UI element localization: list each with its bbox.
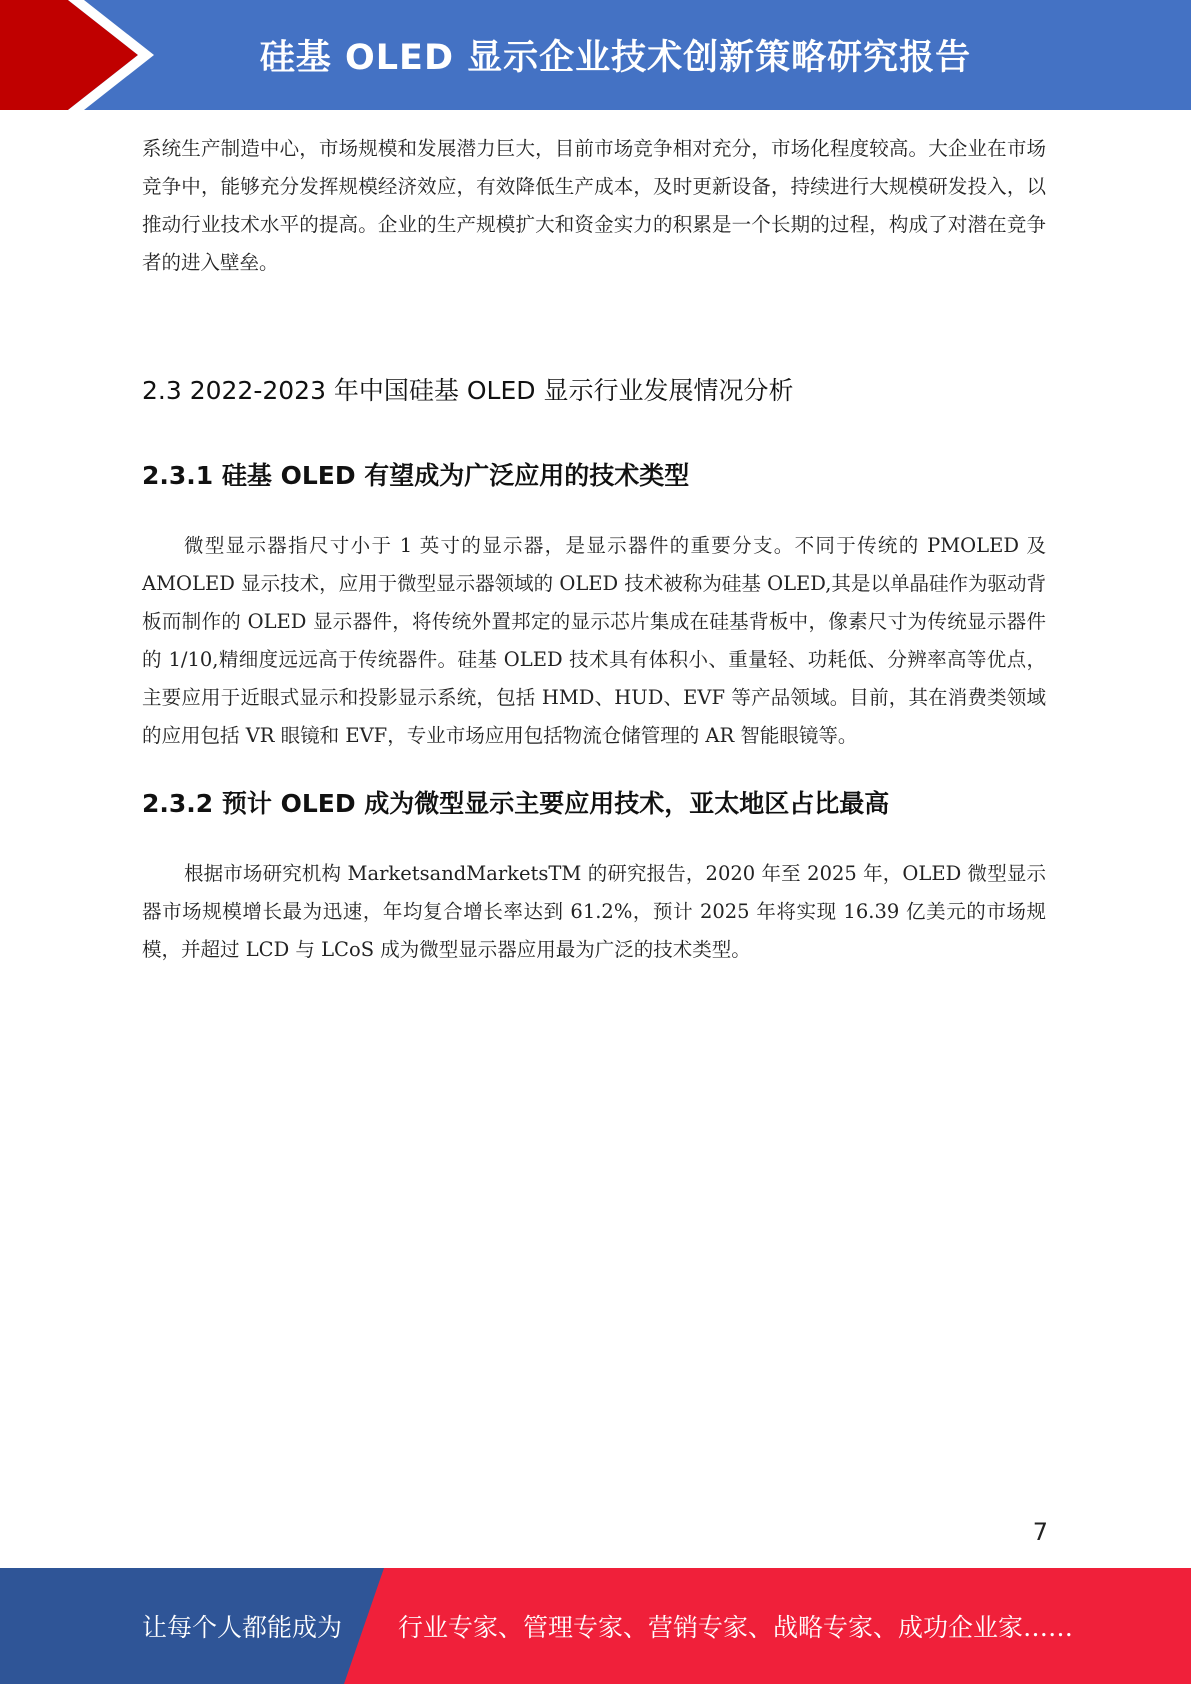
section-2-3-heading: 2.3 2022-2023 年中国硅基 OLED 显示行业发展情况分析 xyxy=(142,376,794,405)
page-header xyxy=(0,0,1191,110)
section-2-3-2-paragraph: 根据市场研究机构 MarketsandMarketsTM 的研究报告，2020 年至 2025 年，OLED 微型显示器市场规模增长最为迅速，年均复合增长率达到 61.2%，预计 2025 年将实现 16.39 亿美元的市场规模，并超过 LCD 与 LCoS 成为微型显示器应用最为广泛的技术类型。 xyxy=(142,862,1046,961)
report-title: 硅基 OLED 显示企业技术创新策略研究报告 xyxy=(259,38,972,78)
footer-slogan-left: 让每个人都能成为 xyxy=(142,1613,343,1642)
intro-paragraph: 系统生产制造中心，市场规模和发展潜力巨大，目前市场竞争相对充分，市场化程度较高。大企业在市场竞争中，能够充分发挥规模经济效应，有效降低生产成本，及时更新设备，持续进行大规模研发投入，以推动行业技术水平的提高。企业的生产规模扩大和资金实力的积累是一个长期的过程，构成了对潜在竞争者的进入壁垒。 xyxy=(142,137,1046,274)
page-content xyxy=(142,130,1046,969)
section-2-3-1-heading: 2.3.1 硅基 OLED 有望成为广泛应用的技术类型 xyxy=(142,461,690,490)
section-2-3-1-paragraph: 微型显示器指尺寸小于 1 英寸的显示器，是显示器件的重要分支。不同于传统的 PMOLED 及 AMOLED 显示技术，应用于微型显示器领域的 OLED 技术被称为硅基 OLED,其是以单晶硅作为驱动背板而制作的 OLED 显示器件，将传统外置邦定的显示芯片集成在硅基背板中，像素尺寸为传统显示器件的 1/10,精细度远远高于传统器件。硅基 OLED 技术具有体积小、重量轻、功耗低、分辨率高等优点，主要应用于近眼式显示和投影显示系统，包括 HMD、HUD、EVF 等产品领域。目前，其在消费类领域的应用包括 VR 眼镜和 EVF，专业市场应用包括物流仓储管理的 AR 智能眼镜等。 xyxy=(142,534,1046,747)
page-footer xyxy=(0,1568,1191,1684)
section-2-3-2-heading: 2.3.2 预计 OLED 成为微型显示主要应用技术，亚太地区占比最高 xyxy=(142,789,890,818)
page-number: 7 xyxy=(1032,1518,1048,1546)
footer-slogan-right: 行业专家、管理专家、营销专家、战略专家、成功企业家…… xyxy=(398,1613,1074,1642)
